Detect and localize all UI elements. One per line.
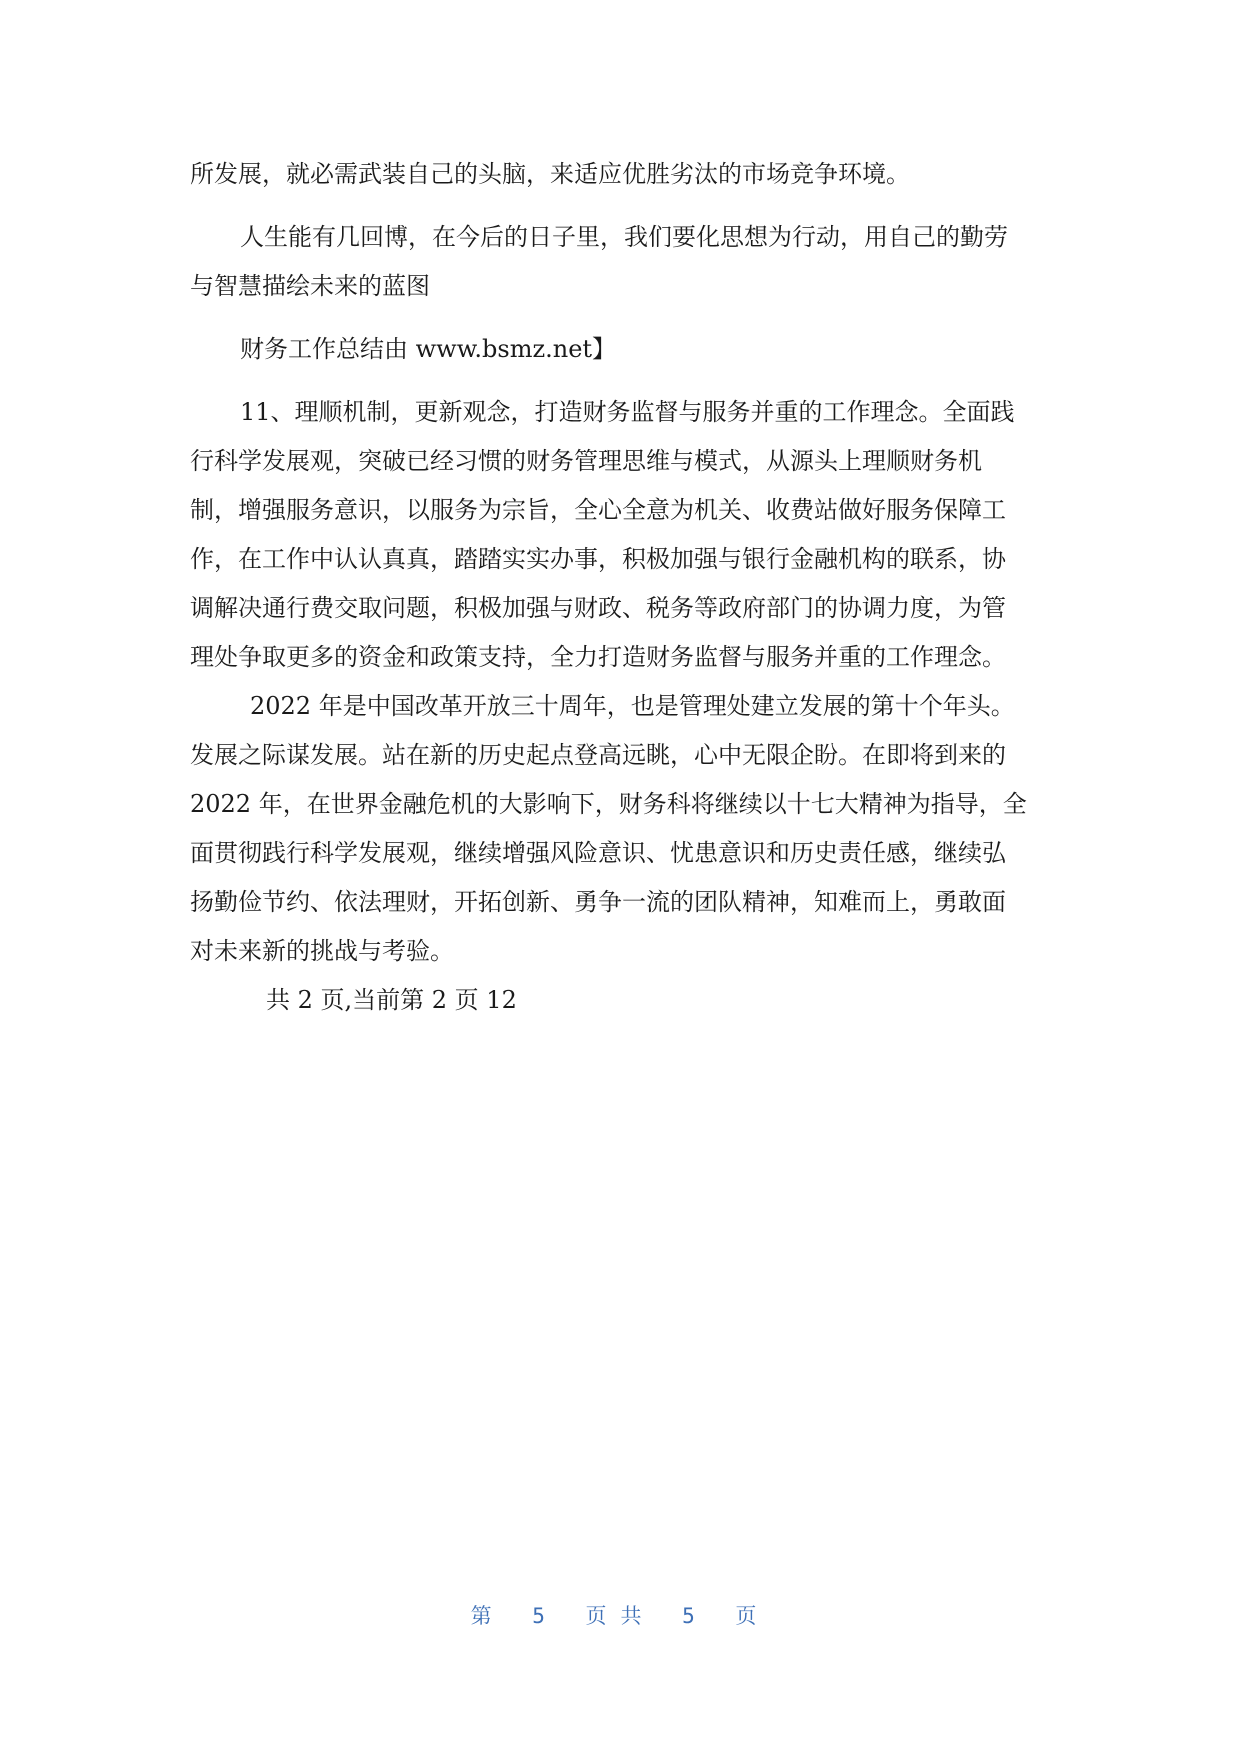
paragraph-line: 理处争取更多的资金和政策支持，全力打造财务监督与服务并重的工作理念。 — [190, 643, 1006, 671]
paragraph-line: 2022 年是中国改革开放三十周年，也是管理处建立发展的第十个年头。 — [250, 692, 1015, 720]
paragraph-line: 与智慧描绘未来的蓝图 — [190, 272, 430, 300]
paragraph-line: 作，在工作中认认真真，踏踏实实办事，积极加强与银行金融机构的联系，协 — [190, 545, 1006, 573]
page-count-line: 共 2 页,当前第 2 页 12 — [266, 986, 517, 1014]
paragraph-line: 11、理顺机制，更新观念，打造财务监督与服务并重的工作理念。全面践 — [240, 398, 1015, 426]
paragraph-line: 扬勤俭节约、依法理财，开拓创新、勇争一流的团队精神，知难而上，勇敢面 — [190, 888, 1006, 916]
paragraph-line: 行科学发展观，突破已经习惯的财务管理思维与模式，从源头上理顺财务机 — [190, 447, 982, 475]
paragraph-line: 对未来新的挑战与考验。 — [190, 937, 454, 965]
paragraph-line: 2022 年，在世界金融危机的大影响下，财务科将继续以十七大精神为指导，全 — [190, 790, 1027, 818]
paragraph-line: 发展之际谋发展。站在新的历史起点登高远眺，心中无限企盼。在即将到来的 — [190, 741, 1006, 769]
document-body — [190, 150, 1060, 1025]
paragraph-line: 人生能有几回博，在今后的日子里，我们要化思想为行动，用自己的勤劳 — [240, 223, 1008, 251]
source-line: 财务工作总结由 www.bsmz.net】 — [240, 335, 617, 363]
page-footer: 第 5 页共 5 页 — [470, 1604, 771, 1628]
paragraph-line: 调解决通行费交取问题，积极加强与财政、税务等政府部门的协调力度，为管 — [190, 594, 1006, 622]
paragraph-line: 面贯彻践行科学发展观，继续增强风险意识、忧患意识和历史责任感，继续弘 — [190, 839, 1006, 867]
paragraph-line: 所发展，就必需武装自己的头脑，来适应优胜劣汰的市场竞争环境。 — [190, 160, 910, 188]
paragraph-line: 制，增强服务意识，以服务为宗旨，全心全意为机关、收费站做好服务保障工 — [190, 496, 1006, 524]
